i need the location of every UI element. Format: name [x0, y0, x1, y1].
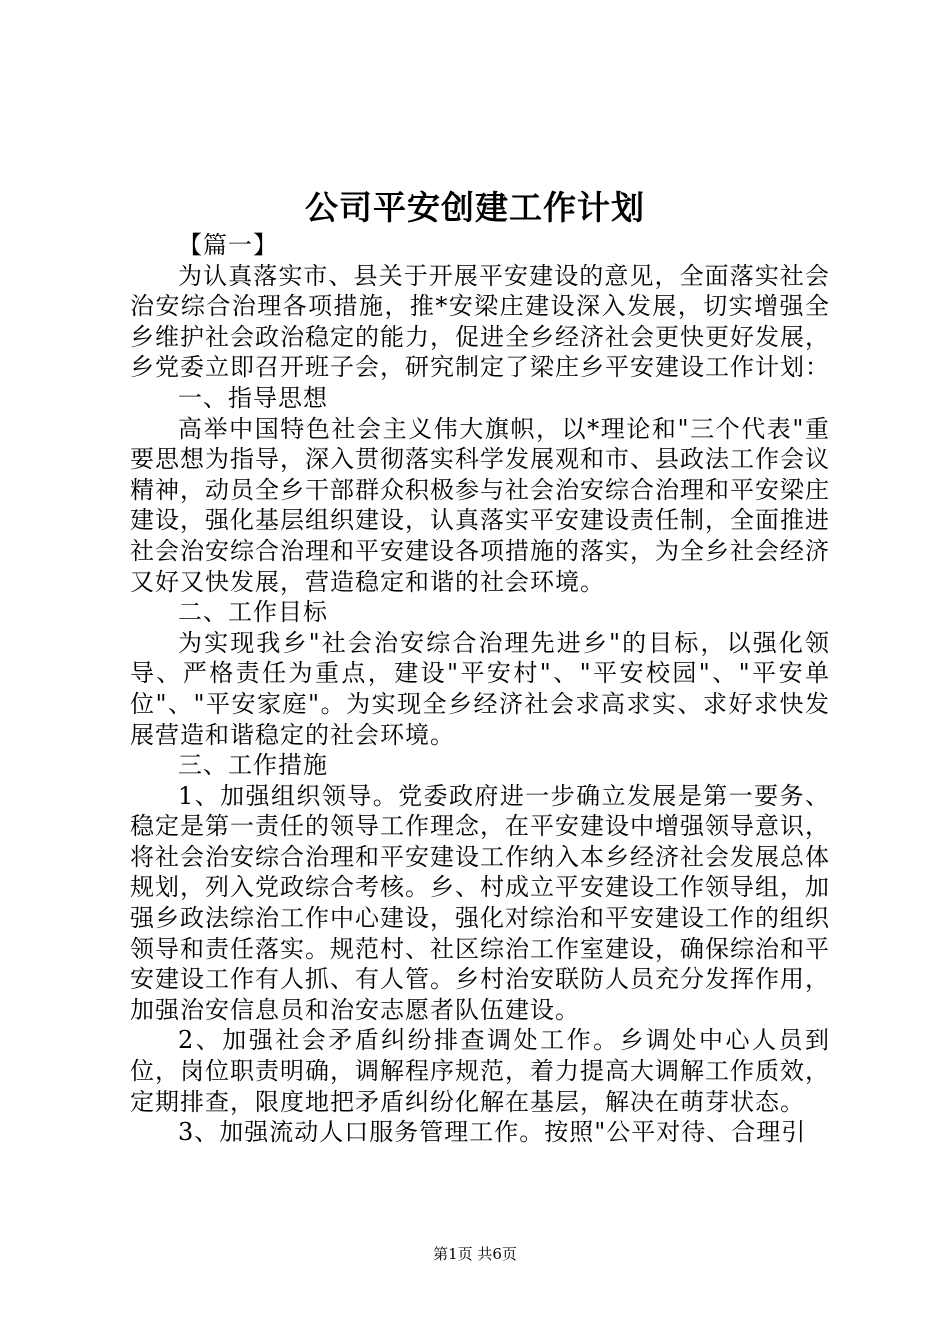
section-heading-work-measures: 三、工作措施: [178, 751, 328, 780]
intro-paragraph: 为认真落实市、县关于开展平安建设的意见，全面落实社会治安综合治理各项措施，推*安梁庄建设深入发展，切实增强全乡维护社会政治稳定的能力，促进全乡经济社会更快更好发展，乡党委立即召开班子会，研究制定了梁庄乡平安建设工作计划：: [130, 261, 830, 382]
paragraph-work-goals: 为实现我乡"社会治安综合治理先进乡"的目标，以强化领导、严格责任为重点，建设"平安村"、"平安校园"、"平安单位"、"平安家庭"。为实现全乡经济社会求高求实、求好求快发展营造和谐稳定的社会环境。: [130, 628, 830, 749]
document-body: [130, 230, 830, 1148]
page-number-footer: 第1页 共6页: [433, 1245, 517, 1263]
document-title: 公司平安创建工作计划: [305, 188, 645, 227]
section-heading-work-goals: 二、工作目标: [178, 598, 328, 627]
paragraph-measure-2: 2、加强社会矛盾纠纷排查调处工作。乡调处中心人员到位，岗位职责明确，调解程序规范，着力提高大调解工作质效，定期排查，限度地把矛盾纠纷化解在基层，解决在萌芽状态。: [130, 1026, 830, 1116]
paragraph-measure-3: 3、加强流动人口服务管理工作。按照"公平对待、合理引: [178, 1118, 807, 1147]
section-heading-guiding-ideology: 一、指导思想: [178, 383, 328, 412]
paragraph-measure-1: 1、加强组织领导。党委政府进一步确立发展是第一要务、稳定是第一责任的领导工作理念，在平安建设中增强领导意识，将社会治安综合治理和平安建设工作纳入本乡经济社会发展总体规划，列入党政综合考核。乡、村成立平安建设工作领导组，加强乡政法综治工作中心建设，强化对综治和平安建设工作的组织领导和责任落实。规范村、社区综治工作室建设，确保综治和平安建设工作有人抓、有人管。乡村治安联防人员充分发挥作用，加强治安信息员和治安志愿者队伍建设。: [130, 781, 830, 1024]
section-label: 【篇一】: [178, 231, 278, 259]
paragraph-guiding-ideology: 高举中国特色社会主义伟大旗帜，以*理论和"三个代表"重要思想为指导，深入贯彻落实科学发展观和市、县政法工作会议精神，动员全乡干部群众积极参与社会治安综合治理和平安梁庄建设，强化基层组织建设，认真落实平安建设责任制，全面推进社会治安综合治理和平安建设各项措施的落实，为全乡社会经济又好又快发展，营造稳定和谐的社会环境。: [130, 414, 830, 596]
